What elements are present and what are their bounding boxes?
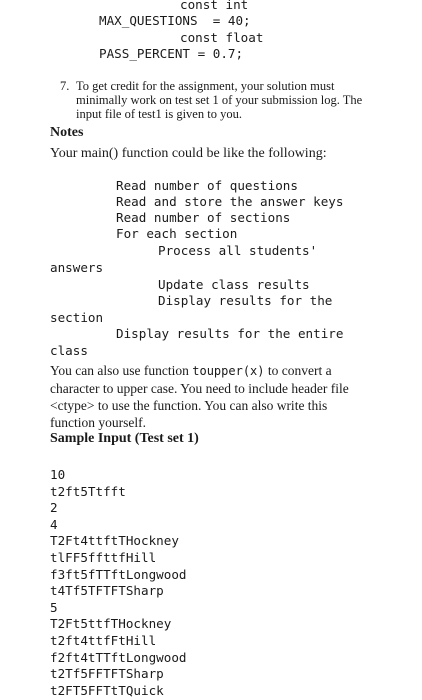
pseudocode-line-8: Display results for the	[158, 293, 333, 308]
item-7-line-3: input file of test1 is given to you.	[76, 107, 242, 121]
sample-input-line: tlFF5ffttfHill	[50, 550, 157, 565]
sample-input-line: t4Tf5TFTFTSharp	[50, 583, 164, 599]
pseudocode-line-7: Update class results	[158, 277, 310, 292]
max-questions-line: MAX_QUESTIONS = 40;	[99, 13, 251, 28]
sample-input-line: f3ft5fTTftLongwood	[50, 566, 187, 582]
sample-input-line: t2ft4ttfFtHill	[50, 633, 157, 648]
item-7-line-2: minimally work on test set 1 of your submission log. The	[76, 93, 363, 107]
pass-percent-line: PASS_PERCENT = 0.7;	[99, 46, 244, 61]
const-int-line: const int	[180, 0, 249, 12]
toupper-text-1: You can also use function	[50, 363, 193, 378]
sample-input-line: T2Ft4ttftTHockney	[50, 533, 179, 549]
sample-input-line: t2Tf5FFTFTSharp	[50, 666, 164, 682]
sample-input-line: 2	[50, 500, 58, 516]
sample-input-line: 4	[50, 516, 58, 532]
pseudocode-line-9: section	[50, 310, 104, 325]
notes-intro: Your main() function could be like the following:	[50, 146, 327, 161]
pseudocode-line-10: Display results for the entire	[116, 326, 344, 341]
sample-input-heading: Sample Input (Test set 1)	[50, 431, 199, 446]
toupper-code: toupper(x)	[192, 364, 265, 378]
pseudocode-line-2: Read and store the answer keys	[116, 194, 344, 209]
notes-heading: Notes	[50, 125, 84, 140]
toupper-line-2: character to upper case. You need to include header file	[50, 381, 349, 396]
toupper-paragraph	[50, 362, 349, 431]
pseudocode-line-5: Process all students'	[158, 243, 318, 258]
item-7-text	[76, 79, 362, 121]
sample-input-line: t2FT5FFTtTQuick	[50, 682, 164, 698]
toupper-line-1	[50, 362, 349, 380]
toupper-line-3: <ctype> to use the function. You can also write this	[50, 398, 328, 413]
pseudocode-line-11: class	[50, 343, 88, 358]
sample-input-line: t2ft5Ttfft	[50, 483, 126, 499]
const-float-line: const float	[180, 30, 264, 45]
toupper-text-2: to convert a	[264, 363, 332, 378]
sample-input-line: 5	[50, 599, 58, 615]
item-7-number: 7.	[60, 79, 70, 93]
pseudocode-line-1: Read number of questions	[116, 178, 298, 193]
pseudocode-line-3: Read number of sections	[116, 210, 291, 225]
sample-input-line: 10	[50, 467, 66, 482]
sample-input-line: f2ft4tTTftLongwood	[50, 649, 187, 665]
sample-input-line: T2Ft5ttfTHockney	[50, 616, 172, 632]
item-7-line-1: To get credit for the assignment, your solution must	[76, 79, 335, 93]
toupper-line-4: function yourself.	[50, 415, 146, 430]
pseudocode-line-4: For each section	[116, 226, 238, 241]
pseudocode-line-6: answers	[50, 260, 104, 275]
